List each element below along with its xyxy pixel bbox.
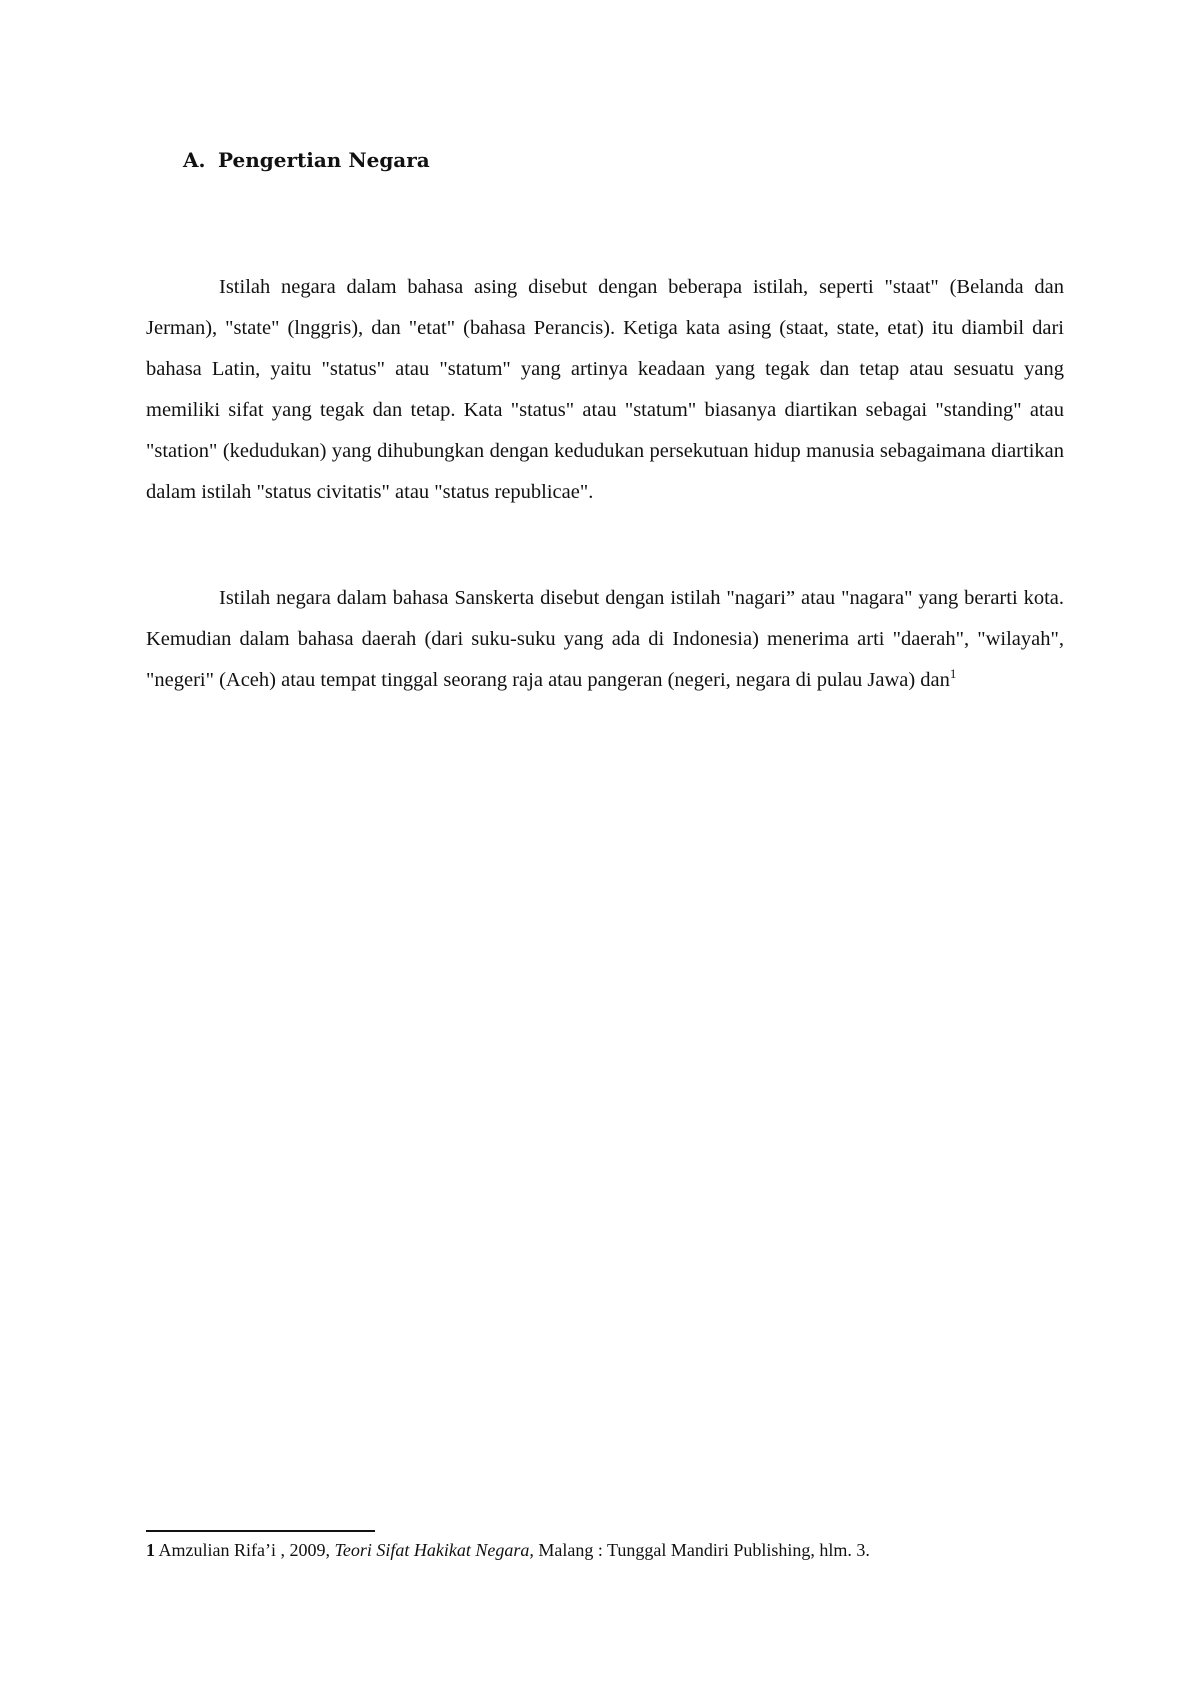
footnote-author-year: Amzulian Rifa’i , 2009, [155, 1540, 335, 1560]
section-heading [183, 146, 430, 174]
section-letter: A. [183, 148, 206, 172]
paragraph-2-text: Istilah negara dalam bahasa Sanskerta disebut dengan istilah "nagari” atau "nagara" yang berarti kota. Kemudian dalam bahasa daerah (dari suku-suku yang ada di Indonesia) menerima arti "daerah", "wilayah", "negeri" (Aceh) atau tempat tinggal seorang raja atau pangeran (negeri, negara di pulau Jawa) dan [146, 587, 1064, 691]
paragraph-1 [146, 267, 1064, 513]
paragraph-2-block [146, 578, 1064, 701]
footnote-book-title: Teori Sifat Hakikat Negara, [334, 1540, 534, 1560]
footnote-number: 1 [146, 1540, 155, 1560]
footnote-reference[interactable]: 1 [949, 666, 957, 682]
paragraph-2 [146, 578, 1064, 701]
footnote-publisher: Malang : Tunggal Mandiri Publishing, hlm. 3. [533, 1540, 870, 1560]
footnote-separator [146, 1530, 375, 1532]
paragraph-1-text: Istilah negara dalam bahasa asing disebut dengan beberapa istilah, seperti "staat" (Belanda dan Jerman), "state" (lnggris), dan "etat" (bahasa Perancis). Ketiga kata asing (staat, state, etat) itu diambil dari bahasa Latin, yaitu "status" atau "statum" yang artinya keadaan yang tegak dan tetap atau sesuatu yang memiliki sifat yang tegak dan tetap. Kata "status" atau "statum" biasanya diartikan sebagai "standing" atau "station" (kedudukan) yang dihubungkan dengan kedudukan persekutuan hidup manusia sebagaimana diartikan dalam istilah "status civitatis" atau "status republicae". [146, 276, 1064, 503]
footnote [146, 1537, 870, 1563]
section-title: Pengertian Negara [218, 148, 430, 172]
